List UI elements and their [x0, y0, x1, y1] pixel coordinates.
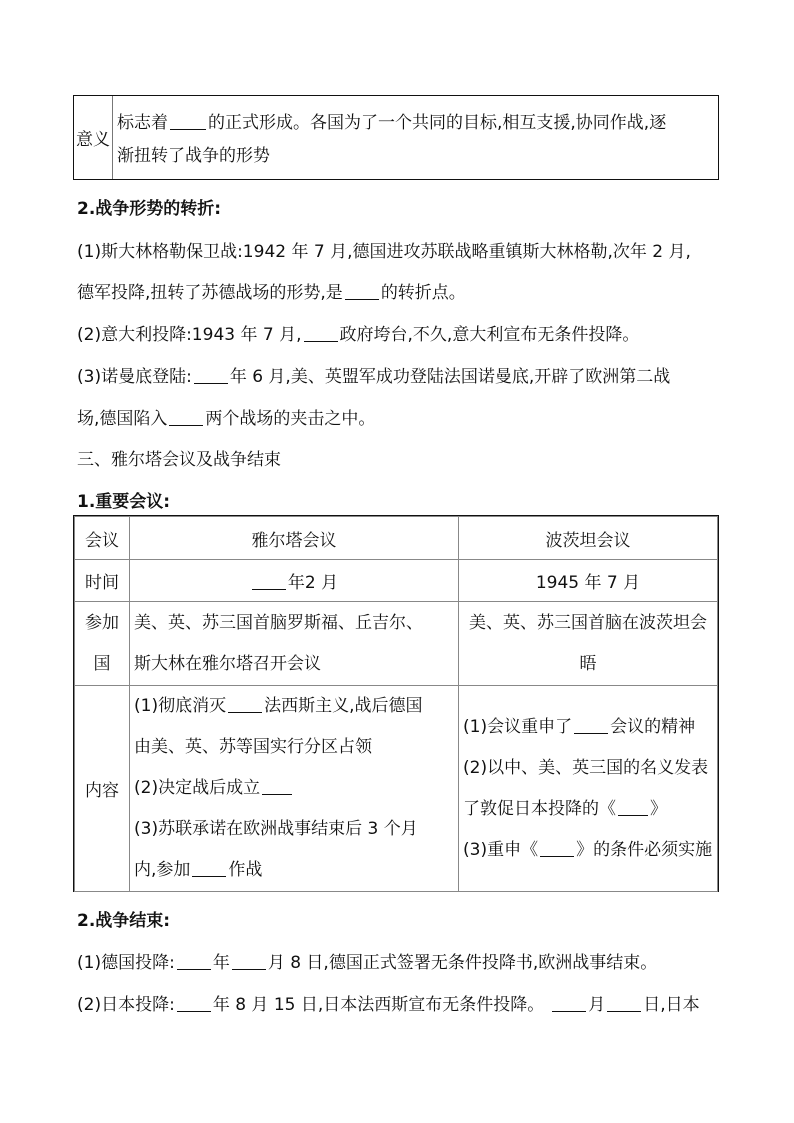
paragraph-germany-surrender — [77, 948, 657, 973]
significance-content — [113, 96, 718, 179]
text: 年 — [212, 953, 230, 973]
label-participants — [75, 602, 130, 686]
text: 场,德国陷入 — [77, 409, 168, 429]
text: (1)彻底消灭 — [134, 696, 227, 716]
answer-blank[interactable] — [618, 798, 648, 816]
answer-blank[interactable] — [607, 994, 641, 1012]
paragraph-normandy-line2 — [77, 404, 375, 429]
answer-blank[interactable] — [252, 572, 286, 590]
label-content: 内容 — [75, 686, 130, 892]
text: (2)日本投降: — [77, 995, 175, 1015]
header-yalta: 雅尔塔会议 — [130, 517, 459, 560]
text: 政府垮台,不久,意大利宣布无条件投降。 — [339, 325, 640, 345]
answer-blank[interactable] — [177, 952, 211, 970]
text: 德军投降,扭转了苏德战场的形势,是 — [77, 283, 343, 303]
answer-blank[interactable] — [170, 112, 206, 130]
header-meeting: 会议 — [75, 517, 130, 560]
section-title-yalta: 三、雅尔塔会议及战争结束 — [77, 450, 281, 470]
text: 渐扭转了战争的形势 — [117, 146, 270, 166]
section-heading-war-end: 2.战争结束: — [77, 911, 171, 931]
answer-blank[interactable] — [192, 859, 226, 877]
text: 两个战场的夹击之中。 — [205, 409, 376, 429]
yalta-participants — [130, 602, 459, 686]
text: 国 — [93, 653, 111, 674]
answer-blank[interactable] — [540, 839, 574, 857]
text: 日,日本 — [643, 995, 700, 1015]
paragraph-stalingrad-line1: (1)斯大林格勒保卫战:1942 年 7 月,德国进攻苏联战略重镇斯大林格勒,次年 2 月, — [77, 242, 691, 262]
text: 月 — [588, 995, 606, 1015]
text: (3)重申《 — [463, 839, 539, 860]
text: 年 8 月 15 日,日本法西斯宣布无条件投降。 — [212, 995, 545, 1015]
section-heading-turning-point: 2.战争形势的转折: — [77, 199, 222, 219]
paragraph-stalingrad-line2 — [77, 278, 466, 303]
text: 会议的精神 — [610, 716, 696, 737]
text: (1)会议重申了 — [463, 716, 573, 737]
text: 参加 — [85, 612, 119, 633]
yalta-content — [130, 686, 459, 892]
yalta-time — [130, 560, 459, 602]
potsdam-participants — [459, 602, 718, 686]
text: 晤 — [579, 653, 597, 674]
significance-table — [73, 95, 719, 180]
text: 法西斯主义,战后德国 — [264, 696, 423, 716]
answer-blank[interactable] — [194, 366, 228, 384]
text: 年 6 月,美、英盟军成功登陆法国诺曼底,开辟了欧洲第二战 — [229, 367, 671, 387]
text: 美、英、苏三国首脑罗斯福、丘吉尔、 — [134, 612, 423, 633]
text: 作战 — [228, 860, 263, 880]
header-potsdam: 波茨坦会议 — [459, 517, 718, 560]
text: 年2 月 — [287, 573, 339, 593]
text: (2)决定战后成立 — [134, 778, 261, 798]
potsdam-content — [459, 686, 718, 892]
answer-blank[interactable] — [345, 282, 379, 300]
paragraph-japan-surrender — [77, 990, 700, 1015]
answer-blank[interactable] — [262, 777, 292, 795]
paragraph-italy — [77, 320, 639, 345]
answer-blank[interactable] — [228, 695, 262, 713]
text: 》的条件必须实施 — [576, 839, 713, 860]
significance-header: 意义 — [74, 96, 113, 179]
text: (2)以中、美、英三国的名义发表 — [463, 757, 709, 778]
text: 了敦促日本投降的《 — [463, 798, 616, 819]
text: (2)意大利投降:1943 年 7 月, — [77, 325, 302, 345]
text: (3)苏联承诺在欧洲战事结束后 3 个月 — [134, 819, 418, 839]
text: (3)诺曼底登陆: — [77, 367, 192, 387]
paragraph-normandy-line1 — [77, 362, 670, 387]
text: 的正式形成。各国为了一个共同的目标,相互支援,协同作战,逐 — [208, 113, 667, 133]
text: 美、英、苏三国首脑在波茨坦会 — [469, 612, 707, 633]
answer-blank[interactable] — [304, 324, 338, 342]
text: 的转折点。 — [380, 283, 466, 303]
text: 标志着 — [117, 113, 168, 133]
answer-blank[interactable] — [177, 994, 211, 1012]
text: 内,参加 — [134, 860, 191, 880]
answer-blank[interactable] — [169, 408, 203, 426]
potsdam-time: 1945 年 7 月 — [459, 560, 718, 602]
answer-blank[interactable] — [574, 716, 608, 734]
text: 由美、英、苏等国实行分区占领 — [134, 737, 372, 757]
text: 月 8 日,德国正式签署无条件投降书,欧洲战事结束。 — [267, 953, 658, 973]
answer-blank[interactable] — [232, 952, 266, 970]
meetings-table — [73, 515, 719, 892]
section-heading-meetings: 1.重要会议: — [77, 492, 171, 512]
text: 》 — [650, 798, 667, 819]
text: 斯大林在雅尔塔召开会议 — [134, 653, 321, 674]
answer-blank[interactable] — [552, 994, 586, 1012]
label-time: 时间 — [75, 560, 130, 602]
text: (1)德国投降: — [77, 953, 175, 973]
